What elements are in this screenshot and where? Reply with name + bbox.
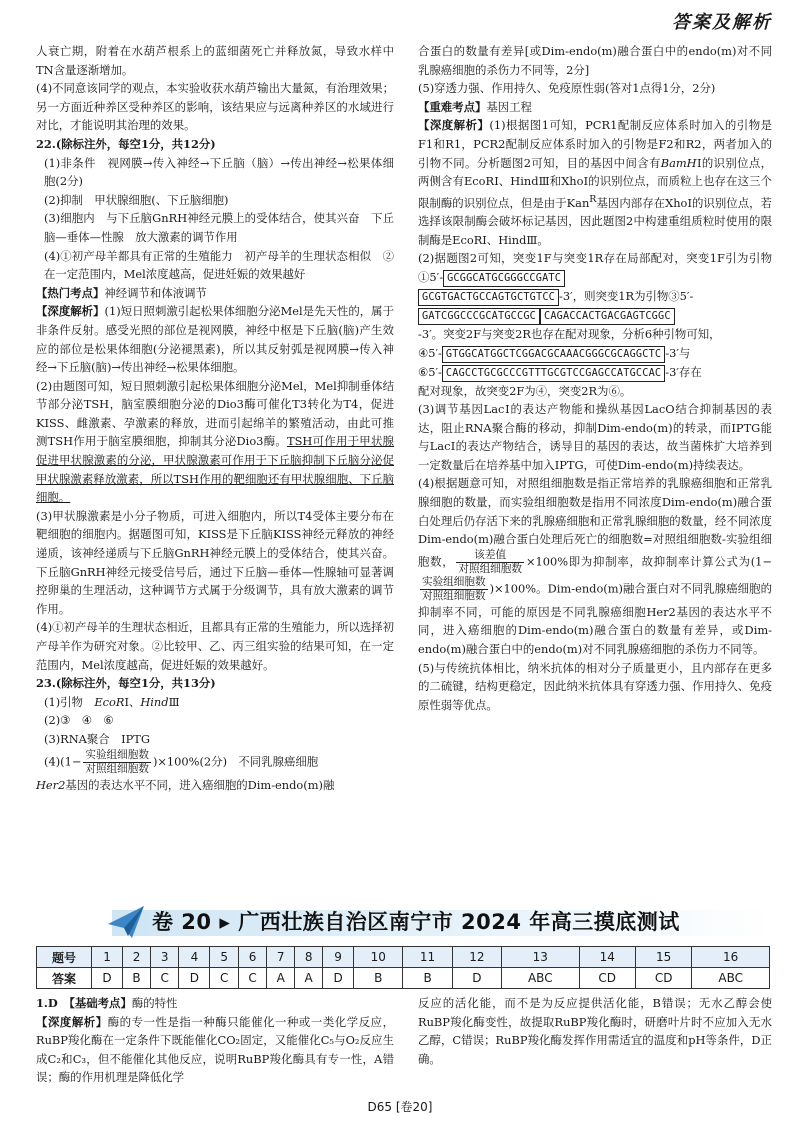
analysis-paragraph: (5)与传统抗体相比，纳米抗体的相对分子质量更小，且内部存在更多的二硫键，结构更稳定，因此纳米抗体具有穿透力强、作用持久、免疫原性弱等优点。	[418, 660, 772, 712]
answer-line: (3)细胞内 与下丘脑GnRH神经元膜上的受体结合，使其兴奋 下丘脑—垂体—性腺 放大激素的调节作用	[44, 211, 394, 244]
analysis-paragraph	[36, 302, 394, 376]
answer-cell: A	[267, 968, 295, 989]
enzyme-name: BamH	[660, 155, 697, 170]
fraction-numerator: 该差值	[456, 549, 524, 563]
answer-cell: D	[323, 968, 354, 989]
analysis-paragraph: 配对现象，故突变2F为④，突变2R为⑥。	[418, 383, 632, 398]
paragraph: (5)穿透力强、作用持久、免疫原性弱(答对1点得1分，2分)	[418, 81, 716, 96]
answer-cell: B	[403, 968, 452, 989]
analysis-text: Ⅰ的识别位点，两侧含有EcoRⅠ、HindⅢ和XhoⅠ的识别位点，而质粒上也存在这三个限制酶的识别位点，但是由于Kan	[418, 155, 773, 210]
answer-text: Ⅲ	[168, 694, 180, 709]
sequence-line	[418, 287, 772, 306]
gene-name: Her2	[36, 777, 66, 792]
primer-label: ⑥5′-	[418, 364, 442, 379]
hot-topic-line	[36, 284, 394, 303]
primer-label: ④5′-	[418, 345, 442, 360]
basic-topic-text: 酶的特性	[131, 996, 178, 1010]
question-number-cell: 10	[354, 947, 403, 968]
right-column	[418, 42, 772, 714]
analysis-text: (2)据题图2可知，突变1F与突变1R存在局部配对，突变1F引为引物①5′-	[418, 251, 772, 284]
answer-line: (4)①初产母羊都具有正常的生殖能力 初产母羊的生理状态相似 ②在一定范围内，Mel浓度越高，促进妊娠的效果越好	[44, 248, 394, 282]
enzyme-name: Hind	[140, 694, 169, 709]
question-number-row	[37, 947, 770, 968]
left-column	[36, 42, 394, 794]
answer-cell: ABC	[502, 968, 580, 989]
answer-table	[36, 946, 770, 989]
answer-text: Ⅰ、	[124, 694, 141, 709]
analysis-paragraph	[36, 377, 394, 507]
answer-text: )×100%(2分) 不同乳腺癌细胞	[152, 754, 319, 769]
question-number-cell: 9	[323, 947, 354, 968]
answer-cell: D	[179, 968, 210, 989]
primer-sequence: GCGGCATGCGGGCCGATC	[443, 270, 565, 287]
analysis-text: (1)根据图1可知，PCR1配制反应体系时加入的引物是F1和R1，PCR2配制反应体系时加入的引物是F2和R2，两者加入的引物不同。分析题图2可知，目的基因中间含有	[418, 118, 772, 170]
analysis-text: 酶的专一性是指一种酶只能催化一种或一类化学反应，RuBP羧化酶在一定条件下既能催化CO₂固定，又能催化C₅与O₂反应生成C₂和C₃，但不能催化其他反应，说明RuBP羧化酶具有专一性，A错误；酶的作用机理是降低化学	[36, 1014, 394, 1085]
answer-line: (1)非条件 视网膜→传入神经→下丘脑（脑）→传出神经→松果体细胞(2分)	[44, 155, 394, 189]
answer-cell: B	[354, 968, 403, 989]
answer-cell: CD	[635, 968, 691, 989]
question-number-cell: 11	[403, 947, 452, 968]
analysis-paragraph: 反应的活化能，而不是为反应提供活化能，B错误；无水乙醇会使RuBP羧化酶变性，故提取RuBP羧化酶时，研磨叶片时不应加入无水乙醇，C错误；RuBP羧化酶发挥作用需适宜的温度和pH等条件，D正确。	[418, 996, 772, 1066]
answer-text: (4)(1−	[44, 754, 82, 769]
key-topic-line	[418, 98, 772, 117]
answer-cell: ABC	[692, 968, 770, 989]
analysis-text: ×100%即为抑制率，故抑制率计算公式为(1−	[525, 554, 772, 569]
key-topic-text: 基因工程	[486, 99, 532, 114]
deep-analysis-label: 【深度解析】	[36, 1014, 108, 1029]
question-answer: 1.D	[36, 996, 58, 1010]
fraction-denominator: 对照组细胞数	[422, 589, 486, 602]
question-number-cell: 4	[179, 947, 210, 968]
exam-title: 卷 20 ▸ 广西壮族自治区南宁市 2024 年高三摸底测试	[152, 910, 680, 934]
underlined-text: TSH可作用于甲状腺促进甲状腺激素的分泌，甲状腺激素可作用于下丘脑抑制下丘脑分泌促甲状腺激素释放激素，所以TSH作用的靶细胞还有甲状腺细胞、下丘脑细胞。	[36, 434, 395, 505]
analysis-paragraph: (4)①初产母羊的生理状态相近，且都具有正常的生殖能力，所以选择初产母羊作为研究对象。②比较甲、乙、丙三组实验的结果可知，在一定范围内，Mel浓度越高，促进妊娠的效果越好。	[36, 620, 394, 672]
primer-sequence: GCGTGACTGCCAGTGCTGTCC	[418, 289, 559, 306]
question-number-cell: 1	[92, 947, 123, 968]
fraction-numerator: 实验组细胞数	[85, 748, 149, 761]
question-number-cell: 7	[267, 947, 295, 968]
primer-sequence: GTGGCATGGCTCGGACGCAAACGGGCGCAGGCTC	[442, 346, 665, 363]
question-number-cell: 5	[210, 947, 238, 968]
bottom-right-column	[418, 994, 772, 1068]
question-23-heading: 23.(除标注外，每空1分，共13分)	[36, 676, 216, 691]
analysis-text: (1)短日照刺激引起松果体细胞分泌Mel是先天性的，属于非条件反射。感受光照的部位是视网膜，神经中枢是下丘脑(脑)产生效应的部位是松果体细胞(分泌褪黑素)，所以其反射弧是视网膜→传入神经→下丘脑(脑)→传出神经→松果体细胞。	[36, 304, 394, 375]
analysis-text: )×100%。Dim-endo(m)融合蛋白对不同乳腺癌细胞的抑制率不同，可能的原因是不同乳腺癌细胞Her2基因的表达水平不同，进入癌细胞的Dim-endo(m)融合蛋白的数量有差异，或Dim-endo(m)融合蛋白中的endo(m)对不同乳腺癌细胞的杀伤力不同等。	[418, 581, 772, 657]
answer-cell: C	[210, 968, 238, 989]
fraction-numerator: 实验组细胞数	[422, 575, 486, 588]
answer-line	[36, 749, 394, 776]
running-head: 答案及解析	[672, 12, 772, 33]
deep-analysis-label: 【深度解析】	[418, 118, 490, 133]
analysis-text: -3′与	[665, 345, 691, 360]
question-number-cell: 8	[295, 947, 323, 968]
sequence-line	[418, 306, 772, 325]
question-number-cell: 14	[579, 947, 635, 968]
answer-cell: A	[295, 968, 323, 989]
answer-line: (3)RNA聚合 IPTG	[44, 731, 150, 746]
paragraph: (4)不同意该同学的观点，本实验收获水葫芦输出大量氮，有治理效果；另一方面近种养区受种养区的影响，该结果应与远离种养区的水域进行对比，才能说明其治理的效果。	[36, 81, 394, 133]
answer-cell: C	[238, 968, 266, 989]
hot-topic-text: 神经调节和体液调节	[104, 285, 207, 300]
answer-line: (2)③ ④ ⑥	[44, 713, 114, 728]
row-label: 答案	[37, 968, 92, 989]
deep-analysis-label: 【深度解析】	[36, 304, 105, 319]
analysis-paragraph: -3′。突变2F与突变2R也存在配对现象，分析6种引物可知，	[418, 326, 721, 341]
paragraph: 合蛋白的数量有差异[或Dim-endo(m)融合蛋白中的endo(m)对不同乳腺癌细胞的杀伤力不同等，2分]	[418, 44, 772, 77]
paragraph: 人衰亡期，附着在水葫芦根系上的蓝细菌死亡并释放氮，导致水样中TN含量逐渐增加。	[36, 44, 394, 77]
analysis-paragraph	[418, 249, 772, 287]
analysis-paragraph	[418, 474, 772, 658]
answer-line: (2)抑制 甲状腺细胞(、下丘脑细胞)	[44, 192, 229, 207]
analysis-text: (4)根据题意可知，对照组细胞数是指正常培养的乳腺癌细胞和正常乳腺细胞的数量，而实验组细胞数是指用不同浓度Dim-endo(m)融合蛋白处理后仍存活下来的乳腺癌细胞和正常乳腺细胞的数量，经不同浓度Dim-endo(m)融合蛋白处理后死亡的细胞数=对照组细胞数-实验组细胞数，	[418, 476, 772, 569]
answer-row	[37, 968, 770, 989]
answer-cell: CD	[579, 968, 635, 989]
answer-line	[36, 693, 394, 712]
fraction	[83, 749, 151, 776]
sequence-line	[418, 363, 772, 382]
bottom-left-column	[36, 994, 394, 1087]
fraction-denominator: 对照组细胞数	[458, 562, 522, 575]
sequence-line	[418, 344, 772, 363]
question-number-cell: 16	[692, 947, 770, 968]
answer-text: (1)引物	[44, 694, 95, 709]
primer-sequence: CAGACCACTGACGAGTCGGC	[540, 308, 675, 325]
answer-text: 基因的表达水平不同，进入癌细胞的Dim-endo(m)融	[65, 777, 335, 792]
answer-cell: D	[452, 968, 501, 989]
hot-topic-label: 【热门考点】	[36, 285, 105, 300]
analysis-paragraph: (3)调节基因LacⅠ的表达产物能和操纵基因LacO结合抑制基因的表达，阻止RNA聚合酶的移动，抑制Dim-endo(m)的转录，而IPTG能与LacⅠ的表达产物结合，诱导目的基因的表达，故当菌株扩大培养到一定数量后在培养基中加入IPTG，可使Dim-endo(m)持续表达。	[418, 402, 772, 472]
answer-cell: B	[123, 968, 151, 989]
analysis-text: (2)由题图可知，短日照刺激引起松果体细胞分泌Mel，Mel抑制垂体结节部分泌TSH，脑室膜细胞分泌的Dio3酶可催化T3转化为T4，促进KISS、雌激素、孕激素的释放，进而引起绵羊的繁殖活动，由此可推测TSH作用于脑室膜细胞，抑制其分泌Dio3酶。	[36, 378, 394, 449]
primer-sequence: GATCGGCCCGCATGCCGC	[418, 308, 540, 325]
primer-sequence: CAGCCTGCGCCCGTTTGCGTCCGAGCCATGCCAC	[442, 365, 665, 382]
question-number-cell: 15	[635, 947, 691, 968]
enzyme-name: EcoR	[94, 694, 125, 709]
question-number-cell: 2	[123, 947, 151, 968]
question-number-cell: 3	[150, 947, 178, 968]
analysis-text: -3′存在	[665, 364, 702, 379]
basic-topic-label: 【基础考点】	[69, 996, 132, 1010]
analysis-text: -3′，则突变1R为引物③5′-	[559, 288, 694, 303]
question-1-heading	[36, 994, 394, 1013]
analysis-paragraph: (3)甲状腺激素是小分子物质，可进入细胞内，所以T4受体主要分布在靶细胞的细胞内。据题图可知，KISS是下丘脑KISS神经元释放的神经递质，该神经递质与下丘脑GnRH神经元膜上的受体结合，使其兴奋。下丘脑GnRH神经元接受信号后，通过下丘脑—垂体—性腺轴可显著调控卵巢的生理活动，这种调节方式属于分级调节，具有放大激素的调节作用。	[36, 508, 394, 616]
question-number-cell: 6	[238, 947, 266, 968]
fraction	[456, 549, 524, 576]
answer-line	[36, 776, 394, 795]
analysis-text: 基因内部存在XhoⅠ的识别位点，若选择该限制酶会破坏标记基因，因此题图2中构建重组质粒时使用的限制酶是EcoRⅠ、HindⅢ。	[418, 195, 772, 247]
page-number: D65 [卷20]	[367, 1100, 433, 1114]
question-number-cell: 13	[502, 947, 580, 968]
analysis-paragraph	[36, 1013, 394, 1087]
row-label: 题号	[37, 947, 92, 968]
fraction-denominator: 对照组细胞数	[85, 762, 149, 775]
analysis-paragraph: 【深度解析】(1)根据图1可知，PCR1配制反应体系时加入的引物是F1和R1，PCR2配制反应体系时加入的引物是F2和R2，两者加入的引物不同。分析题图2可知，目的基因中间含有BamHⅠ的识别位点，两侧含有EcoRⅠ、HindⅢ和XhoⅠ的识别位点，而质粒上也存在这三个限制酶的识别位点，但是由于Kan$^R$基因内部存在XhoⅠ的识别位点，若选择该限制酶会破坏标记基因，因此题图2中构建重组质粒时使用的限制酶是EcoRⅠ、HindⅢ。	[418, 118, 773, 247]
exam-banner	[28, 902, 772, 942]
answer-cell: D	[92, 968, 123, 989]
question-22-heading: 22.(除标注外，每空1分，共12分)	[36, 136, 216, 151]
key-topic-label: 【重难考点】	[418, 99, 487, 114]
question-number-cell: 12	[452, 947, 501, 968]
paper-plane-icon	[106, 902, 146, 942]
fraction	[420, 576, 488, 603]
answer-cell: C	[150, 968, 178, 989]
